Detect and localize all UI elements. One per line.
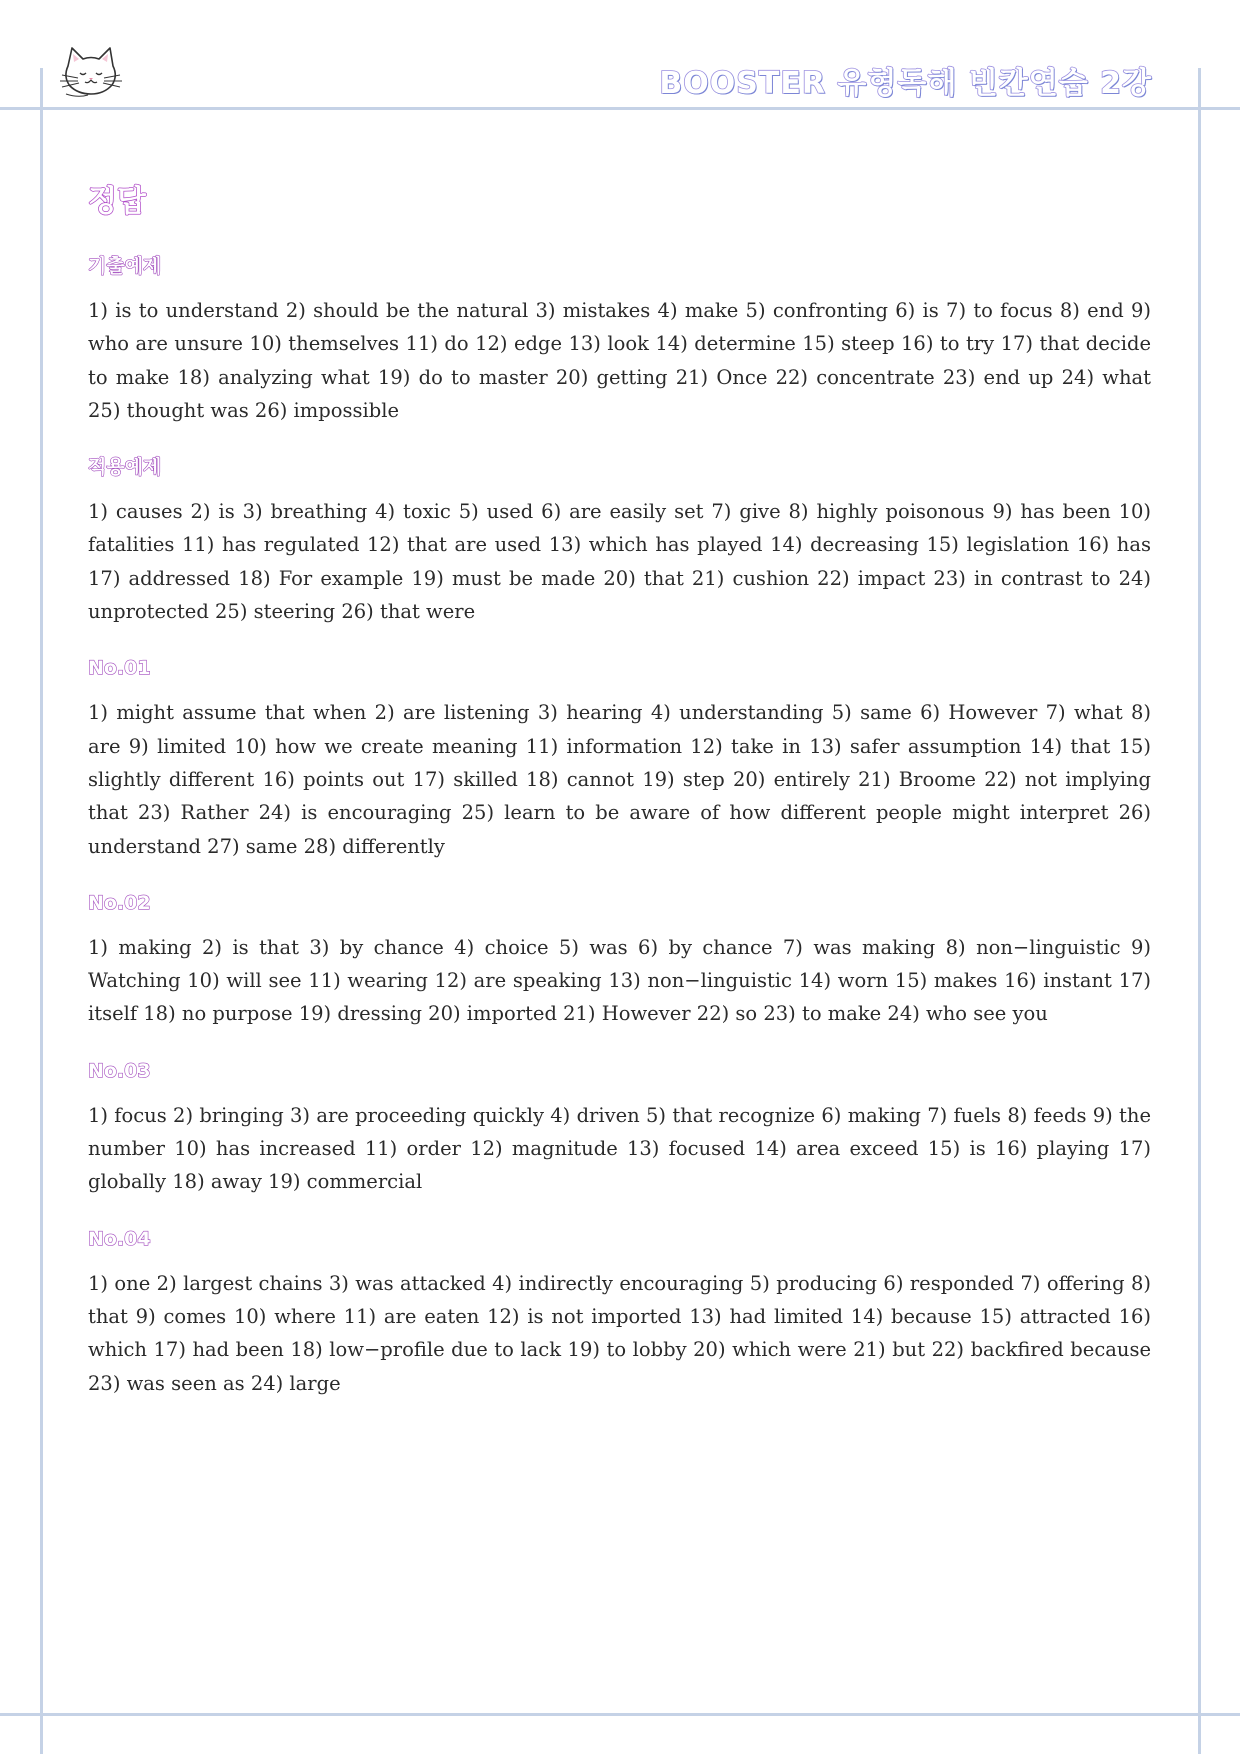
section-answers: 1) might assume that when 2) are listening 3) hearing 4) understanding 5) same 6) However 7) what 8) are 9) limited 10) how we create meaning 11) information 12) take in 13) safer assumption 14) that 15) slightly different 16) points out 17) skilled 18) cannot 19) step 20) entirely 21) Broome 22) not implying that 23) Rather 24) is encouraging 25) learn to be aware of how different people might interpret 26) understand 27) same 28) differently	[88, 701, 1151, 858]
footer-rule	[0, 1713, 1240, 1716]
section-no-01	[88, 656, 1151, 862]
section-heading: No.02	[88, 891, 151, 914]
right-margin-rule	[1198, 68, 1201, 1754]
section-example-exam	[88, 254, 1151, 427]
section-answers: 1) causes 2) is 3) breathing 4) toxic 5) used 6) are easily set 7) give 8) highly poisonous 9) has been 10) fatalities 11) has regulated 12) that are used 13) which has played 14) decreasing 15) legislation 16) has 17) addressed 18) For example 19) must be made 20) that 21) cushion 22) impact 23) in contrast to 24) unprotected 25) steering 26) that were	[88, 500, 1151, 624]
section-no-02	[88, 891, 1151, 1031]
section-heading: No.04	[88, 1227, 151, 1250]
section-example-practice	[88, 455, 1151, 628]
answer-key	[88, 182, 1151, 1428]
section-heading: 적용예제	[88, 456, 162, 479]
cat-face-icon	[58, 44, 124, 100]
left-margin-rule	[40, 68, 43, 1754]
header-title: BOOSTER 유형독해 빈칸연습 2강	[659, 66, 1152, 101]
section-heading: 기출예제	[88, 255, 162, 277]
section-no-03	[88, 1059, 1151, 1199]
section-no-04	[88, 1227, 1151, 1400]
section-heading: No.01	[88, 657, 151, 680]
section-answers: 1) one 2) largest chains 3) was attacked 4) indirectly encouraging 5) producing 6) responded 7) offering 8) that 9) comes 10) where 11) are eaten 12) is not imported 13) had limited 14) because 15) attracted 16) which 17) had been 18) low−profile due to lack 19) to lobby 20) which were 21) but 22) backfired because 23) was seen as 24) large	[88, 1271, 1151, 1395]
header-rule	[0, 107, 1240, 110]
section-answers: 1) is to understand 2) should be the natural 3) mistakes 4) make 5) confronting 6) is 7) to focus 8) end 9) who are unsure 10) themselves 11) do 12) edge 13) look 14) determine 15) steep 16) to try 17) that decide to make 18) analyzing what 19) do to master 20) getting 21) Once 22) concentrate 23) end up 24) what 25) thought was 26) impossible	[88, 299, 1151, 422]
section-answers: 1) making 2) is that 3) by chance 4) choice 5) was 6) by chance 7) was making 8) non−linguistic 9) Watching 10) will see 11) wearing 12) are speaking 13) non−linguistic 14) worn 15) makes 16) instant 17) itself 18) no purpose 19) dressing 20) imported 21) However 22) so 23) to make 24) who see you	[88, 935, 1151, 1026]
section-heading: No.03	[88, 1059, 151, 1082]
answer-title: 정답	[88, 184, 146, 219]
section-answers: 1) focus 2) bringing 3) are proceeding quickly 4) driven 5) that recognize 6) making 7) fuels 8) feeds 9) the number 10) has increased 11) order 12) magnitude 13) focused 14) area exceed 15) is 16) playing 17) globally 18) away 19) commercial	[88, 1103, 1151, 1194]
